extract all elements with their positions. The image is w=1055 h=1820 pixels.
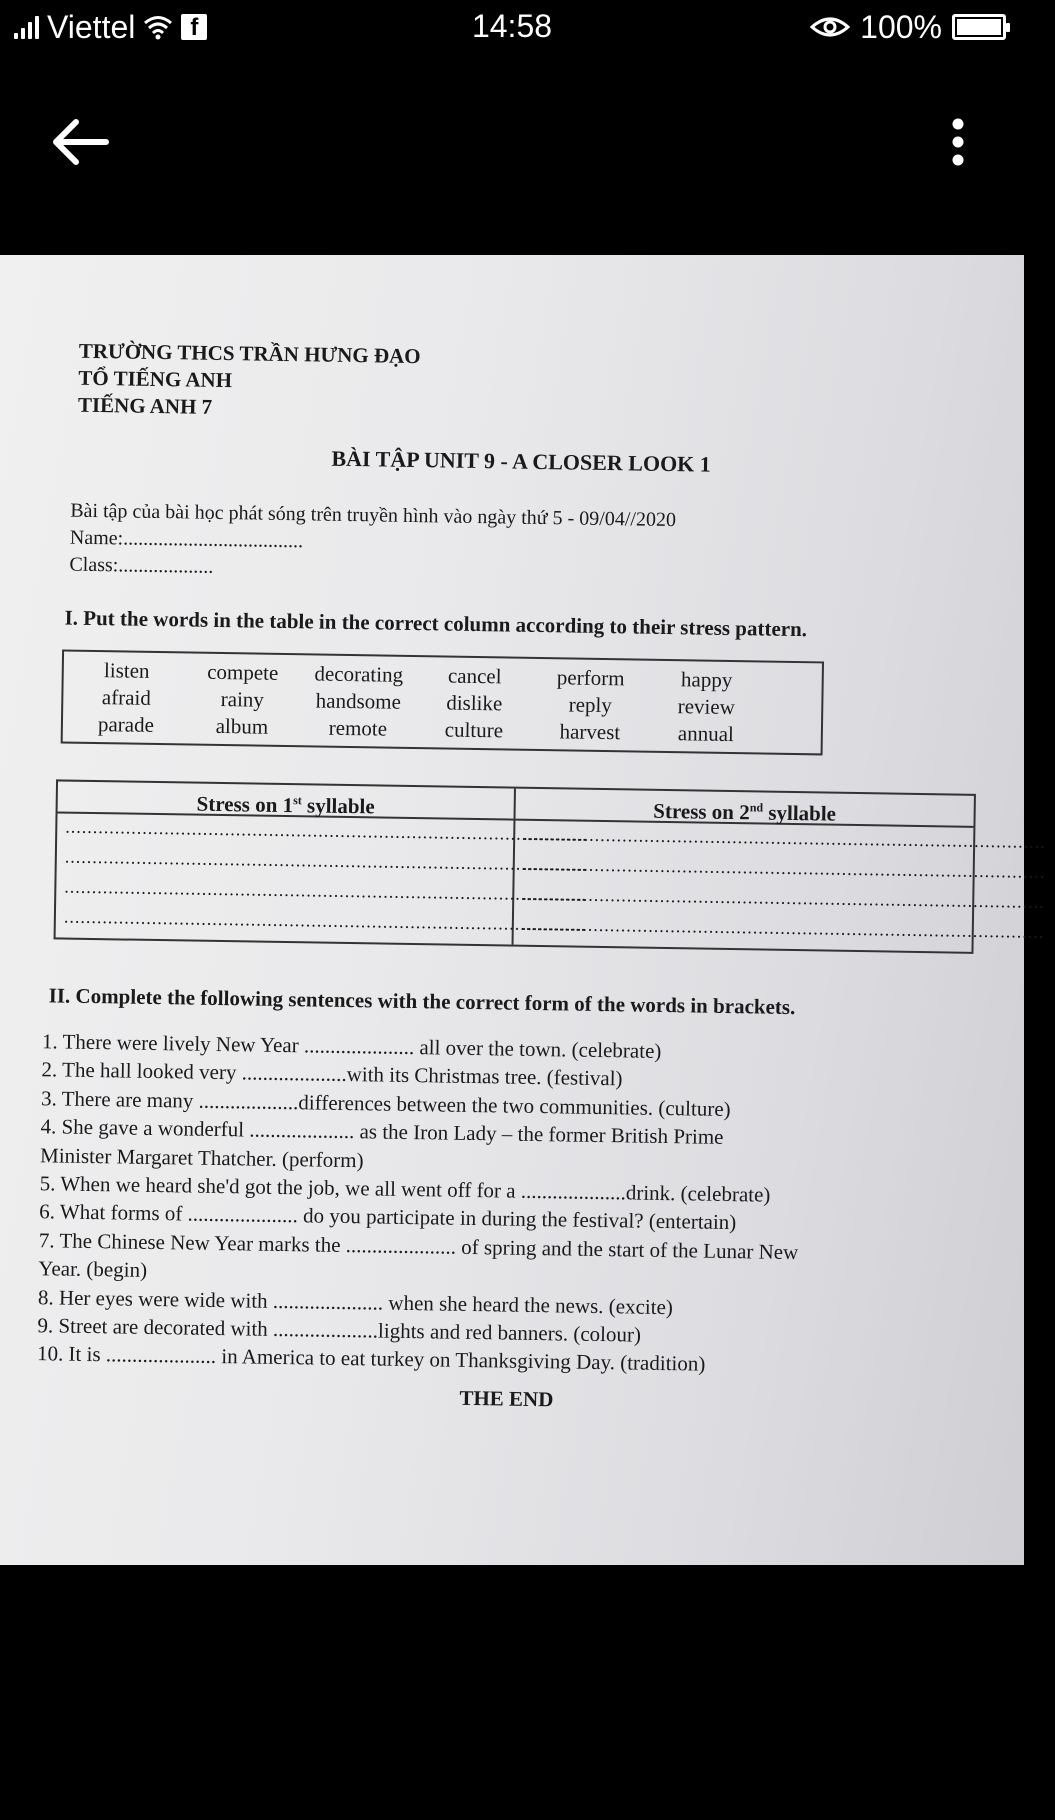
status-bar — [0, 0, 1024, 54]
sentence: 5. When we heard she'd got the job, we all went off for a ....................drink. (celebrate) — [39, 1171, 771, 1207]
sentence: 8. Her eyes were wide with ..................... when she heard the news. (excite) — [37, 1284, 674, 1319]
eye-icon — [810, 15, 850, 39]
word-cell: annual — [677, 721, 735, 747]
app-bar — [0, 54, 1024, 254]
info-line: Bài tập của bài học phát sóng trên truyền hình vào ngày thứ 5 - 09/04//2020 — [70, 499, 677, 532]
header-sup: nd — [749, 800, 764, 815]
sentence: 10. It is ..................... in America to eat turkey on Thanksgiving Day. (tradition) — [36, 1341, 706, 1377]
sentence-continuation: Year. (begin) — [38, 1256, 148, 1283]
sentence: 1. There were lively New Year ..................... all over the town. (celebrate) — [41, 1029, 662, 1063]
stress-pattern-table — [54, 779, 1046, 953]
battery-percent: 100% — [860, 8, 942, 45]
header-line: TỔ TIẾNG ANH — [78, 365, 233, 393]
word-cell: listen — [103, 658, 150, 683]
header-text: Stress on 1 — [196, 791, 294, 818]
word-cell: harvest — [559, 719, 621, 745]
sentence: 6. What forms of ..................... do you participate in during the festival? (entertain) — [39, 1199, 737, 1235]
carrier-name: Viettel — [47, 8, 136, 45]
facebook-icon: f — [181, 14, 207, 40]
the-end: THE END — [459, 1385, 554, 1412]
sentence: 7. The Chinese New Year marks the ..................... of spring and the start of the Lunar New — [38, 1228, 799, 1264]
word-cell: album — [215, 713, 269, 739]
header-tail: syllable — [301, 793, 375, 819]
more-options-icon — [951, 118, 965, 166]
back-button[interactable] — [42, 104, 118, 180]
sentence-list — [37, 1027, 972, 1382]
more-options-button[interactable] — [928, 104, 988, 180]
word-cell: cancel — [447, 663, 502, 689]
word-cell: culture — [444, 717, 504, 743]
word-bank-table — [61, 649, 824, 755]
worksheet — [0, 249, 1046, 1575]
word-cell: remote — [328, 715, 388, 741]
photo-viewer[interactable] — [0, 255, 1046, 1565]
battery-icon — [952, 14, 1006, 40]
name-line: Name:.................................... — [69, 526, 304, 553]
stress-col-first — [56, 781, 588, 944]
section2-heading: II. Complete the following sentences with the correct form of the words in brackets. — [48, 983, 796, 1020]
word-cell: review — [677, 694, 736, 720]
word-cell: perform — [556, 665, 625, 691]
word-cell: decorating — [314, 661, 404, 687]
sentence: 4. She gave a wonderful .................... as the Iron Lady – the former British Prime — [40, 1114, 724, 1150]
answer-blank: ............................................................................................... — [65, 816, 588, 845]
sentence: 2. The hall looked very ....................with its Christmas tree. (festival) — [41, 1057, 623, 1091]
word-cell: rainy — [220, 686, 265, 712]
word-cell: afraid — [101, 685, 152, 710]
word-cell: compete — [207, 659, 279, 685]
answer-blank: ............................................................................................... — [523, 823, 1046, 852]
back-arrow-icon — [50, 117, 110, 167]
word-cell: reply — [568, 692, 613, 718]
word-cell: parade — [97, 712, 155, 737]
worksheet-title: BÀI TẬP UNIT 9 - A CLOSER LOOK 1 — [331, 445, 711, 477]
answer-blank: ............................................................................................... — [64, 876, 587, 905]
sentence-continuation: Minister Margaret Thatcher. (perform) — [39, 1142, 364, 1172]
worksheet-info — [69, 498, 676, 589]
answer-blank: ............................................................................................... — [522, 883, 1045, 912]
header-line: TRƯỜNG THCS TRẦN HƯNG ĐẠO — [78, 338, 421, 369]
header-text: Stress on 2 — [653, 798, 750, 825]
word-cell: happy — [680, 667, 733, 693]
header-sup: st — [293, 793, 302, 808]
school-header — [78, 338, 421, 424]
header-line: TIẾNG ANH 7 — [77, 392, 213, 419]
word-cell: handsome — [315, 688, 402, 714]
sentence: 9. Street are decorated with ....................lights and red banners. (colour) — [37, 1313, 642, 1347]
answer-blank: ............................................................................................... — [522, 853, 1046, 882]
class-line: Class:................... — [69, 553, 214, 578]
word-cell: dislike — [446, 690, 503, 716]
stress-col-second — [514, 789, 1046, 952]
answer-blank: ............................................................................................... — [521, 913, 1045, 942]
sentence: 3. There are many ...................differences between the two communities. (culture) — [40, 1086, 731, 1121]
status-time: 14:58 — [471, 8, 553, 44]
answer-blank: ............................................................................................... — [63, 906, 587, 935]
status-right — [810, 8, 1006, 46]
header-tail: syllable — [762, 800, 837, 826]
answer-blank: ............................................................................................... — [64, 846, 588, 875]
section1-heading: I. Put the words in the table in the correct column according to their stress pattern. — [64, 605, 808, 642]
